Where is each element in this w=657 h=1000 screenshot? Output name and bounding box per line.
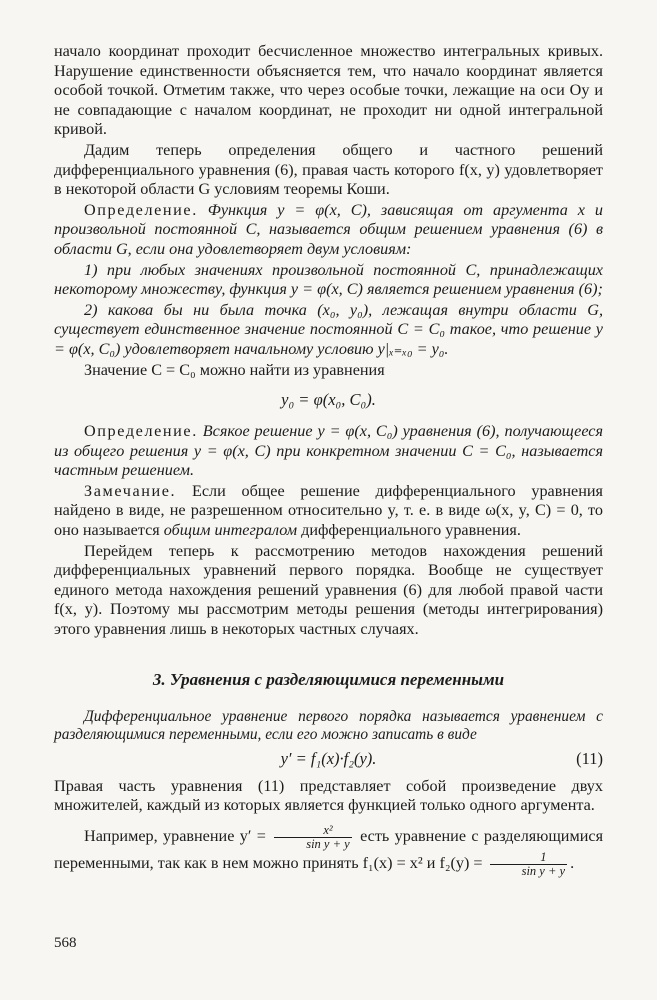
condition-1: 1) при любых значениях произвольной постоянной C, принадлежащих некоторому множеству, функция y = φ(x, C) является решением уравнения (6); bbox=[54, 260, 603, 299]
formula-11-text: y′ = f₁(x)·f₂(y). bbox=[280, 748, 377, 768]
example-text-b: есть уравнение с разделяющимися переменными, так как в нем можно принять f₁(x) = x² и f₂(y) = bbox=[54, 827, 604, 873]
definition-label-2: Определение. bbox=[84, 422, 198, 441]
paragraph-methods: Перейдем теперь к рассмотрению методов нахождения решений дифференциальных уравнений первого порядка. Вообще не существует единого метода нахождения решений уравнения (6) для любой правой части f(x, y). Поэтому мы рассмотрим методы решения (методы интегрирования) этого уравнения лишь в некоторых частных случаях. bbox=[54, 541, 603, 639]
example-fraction-2 bbox=[490, 851, 568, 878]
paragraph-origin: начало координат проходит бесчисленное множество интегральных кривых. Нарушение единственности объясняется тем, что начало координат является особой точкой. Отметим также, что через особые точки, лежащие на оси Oy и не совпадающие с началом координат, не проходит ни одной интегральной кривой. bbox=[54, 42, 603, 139]
formula-y0-text: y₀ = φ(x₀, C₀). bbox=[281, 390, 376, 410]
remark-text-c: дифференциального уравнения. bbox=[301, 521, 521, 540]
fraction-2-numerator: 1 bbox=[490, 851, 568, 865]
page-number: 568 bbox=[54, 935, 77, 951]
fraction-1-denominator: sin y + y bbox=[306, 837, 350, 851]
section-title: 3. Уравнения с разделяющимися переменными bbox=[152, 669, 505, 689]
remark-text-a: Если общее решение дифференциального уравнения найдено в виде, не разрешенном относительно y, т. е. в виде ω(x, y, C) = 0, то оно называется bbox=[54, 481, 603, 540]
remark-text-b: общим интегралом bbox=[163, 521, 298, 540]
condition-2: 2) какова бы ни была точка (x₀, y₀), лежащая внутри области G, существует единственное значение постоянной C = C₀ такое, что решение y = φ(x, C₀) удовлетворяет начальному условию y|ₓ₌ₓ₀ = y₀. bbox=[54, 300, 603, 358]
definition-general-solution bbox=[54, 201, 603, 260]
remark-label: Замечание. bbox=[84, 481, 177, 500]
remark-paragraph bbox=[54, 482, 603, 541]
paragraph-right-side: Правая часть уравнения (11) представляет собой произведение двух множителей, каждый из которых является функцией только одного аргумента. bbox=[54, 776, 603, 815]
example-fraction-1 bbox=[274, 824, 352, 851]
example-end: . bbox=[570, 854, 575, 873]
definition-text: Функция y = φ(x, C), зависящая от аргумента x и произвольной постоянной C, называется общим решением уравнения (6) в области G, если она удовлетворяет двум условиям: bbox=[54, 200, 603, 258]
formula-11 bbox=[54, 749, 603, 769]
definition-particular-solution bbox=[54, 422, 603, 481]
paragraph-definitions-intro: Дадим теперь определения общего и частного решений дифференциального уравнения (6), правая часть которого f(x, y) удовлетворяет в некоторой области G условиям теоремы Коши. bbox=[54, 140, 603, 199]
definition-text-2: Всякое решение y = φ(x, C₀) уравнения (6), получающееся из общего решения y = φ(x, C) при конкретном значении C = C₀, называется частным решением. bbox=[54, 422, 604, 480]
definition-separable: Дифференциальное уравнение первого порядка называется уравнением с разделяющимися переменными, если его можно записать в виде bbox=[54, 707, 603, 744]
paragraph-value-c0: Значение C = C₀ можно найти из уравнения bbox=[84, 360, 385, 379]
definition-label: Определение. bbox=[84, 200, 198, 219]
example-paragraph bbox=[54, 824, 603, 878]
fraction-2-denominator: sin y + y bbox=[521, 864, 566, 878]
formula-11-number: (11) bbox=[576, 748, 603, 768]
fraction-1-numerator: x² bbox=[274, 824, 352, 838]
example-text-a: Например, уравнение y′ = bbox=[84, 827, 266, 846]
formula-y0 bbox=[54, 390, 603, 410]
